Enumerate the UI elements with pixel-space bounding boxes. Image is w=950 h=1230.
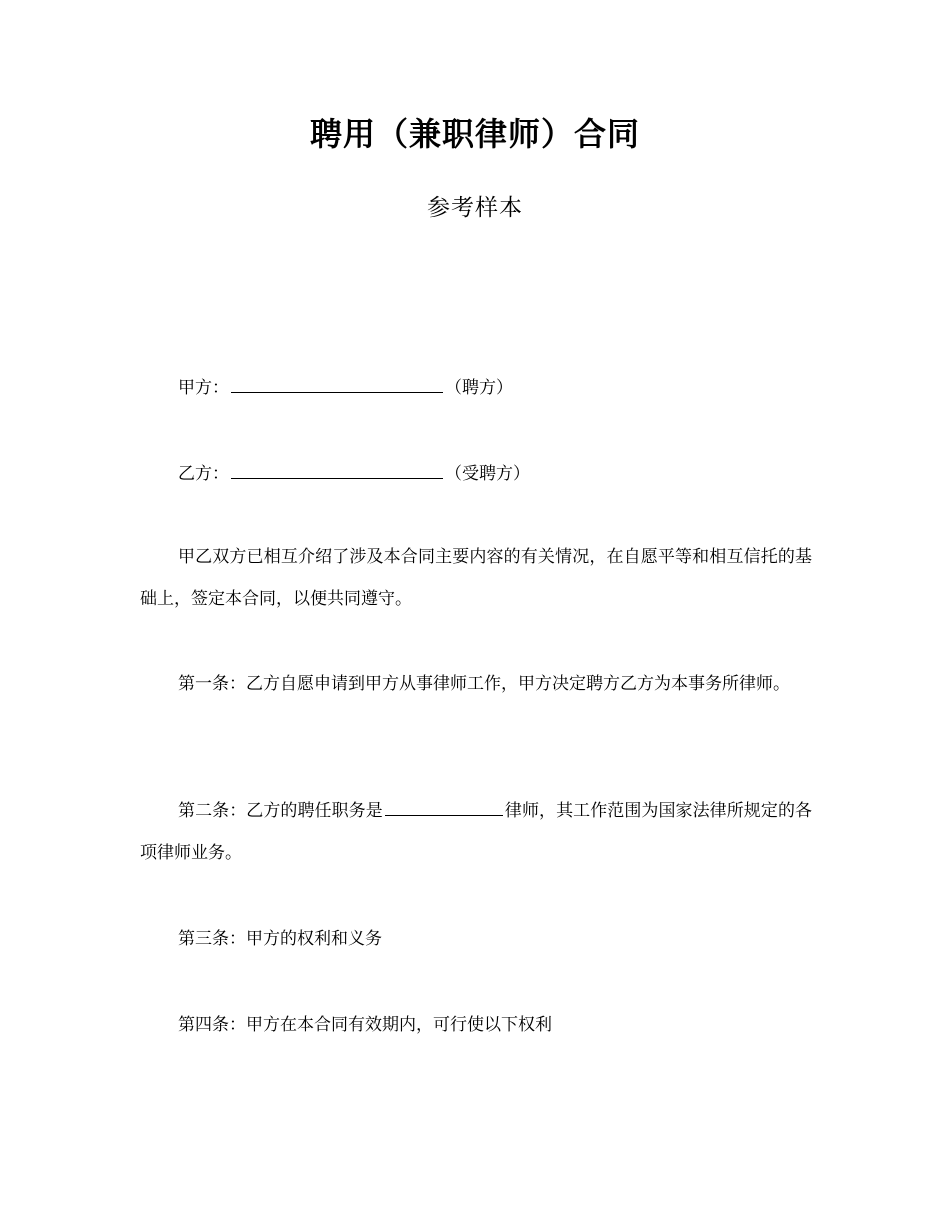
article-3-paragraph: 第三条：甲方的权利和义务 [178, 929, 382, 949]
article-2-paragraph [140, 790, 812, 874]
party-a-line [178, 374, 513, 400]
article-4-paragraph: 第四条：甲方在本合同有效期内，可行使以下权利 [178, 1015, 552, 1035]
intro-paragraph: 甲乙双方已相互介绍了涉及本合同主要内容的有关情况，在自愿平等和相互信托的基础上，签定本合同，以便共同遵守。 [140, 547, 812, 609]
party-a-label: 甲方： [178, 378, 229, 398]
party-a-role: （聘方） [445, 378, 513, 398]
article-2-prefix: 第二条：乙方的聘任职务是 [178, 801, 383, 821]
party-a-blank-field[interactable] [231, 374, 443, 393]
party-b-blank-field[interactable] [231, 460, 443, 479]
document-title: 聘用（兼职律师）合同 [309, 115, 640, 153]
party-b-role: （受聘方） [445, 464, 530, 484]
document-subtitle: 参考样本 [427, 195, 523, 221]
party-b-label: 乙方： [178, 464, 229, 484]
position-blank-field[interactable] [385, 797, 503, 816]
article-2-suffix: 律师，其工作范围为国家法律所规定的各项律师业务。 [140, 801, 813, 863]
party-b-line [178, 460, 530, 486]
article-1-paragraph: 第一条：乙方自愿申请到甲方从事律师工作，甲方决定聘方乙方为本事务所律师。 [178, 674, 790, 694]
